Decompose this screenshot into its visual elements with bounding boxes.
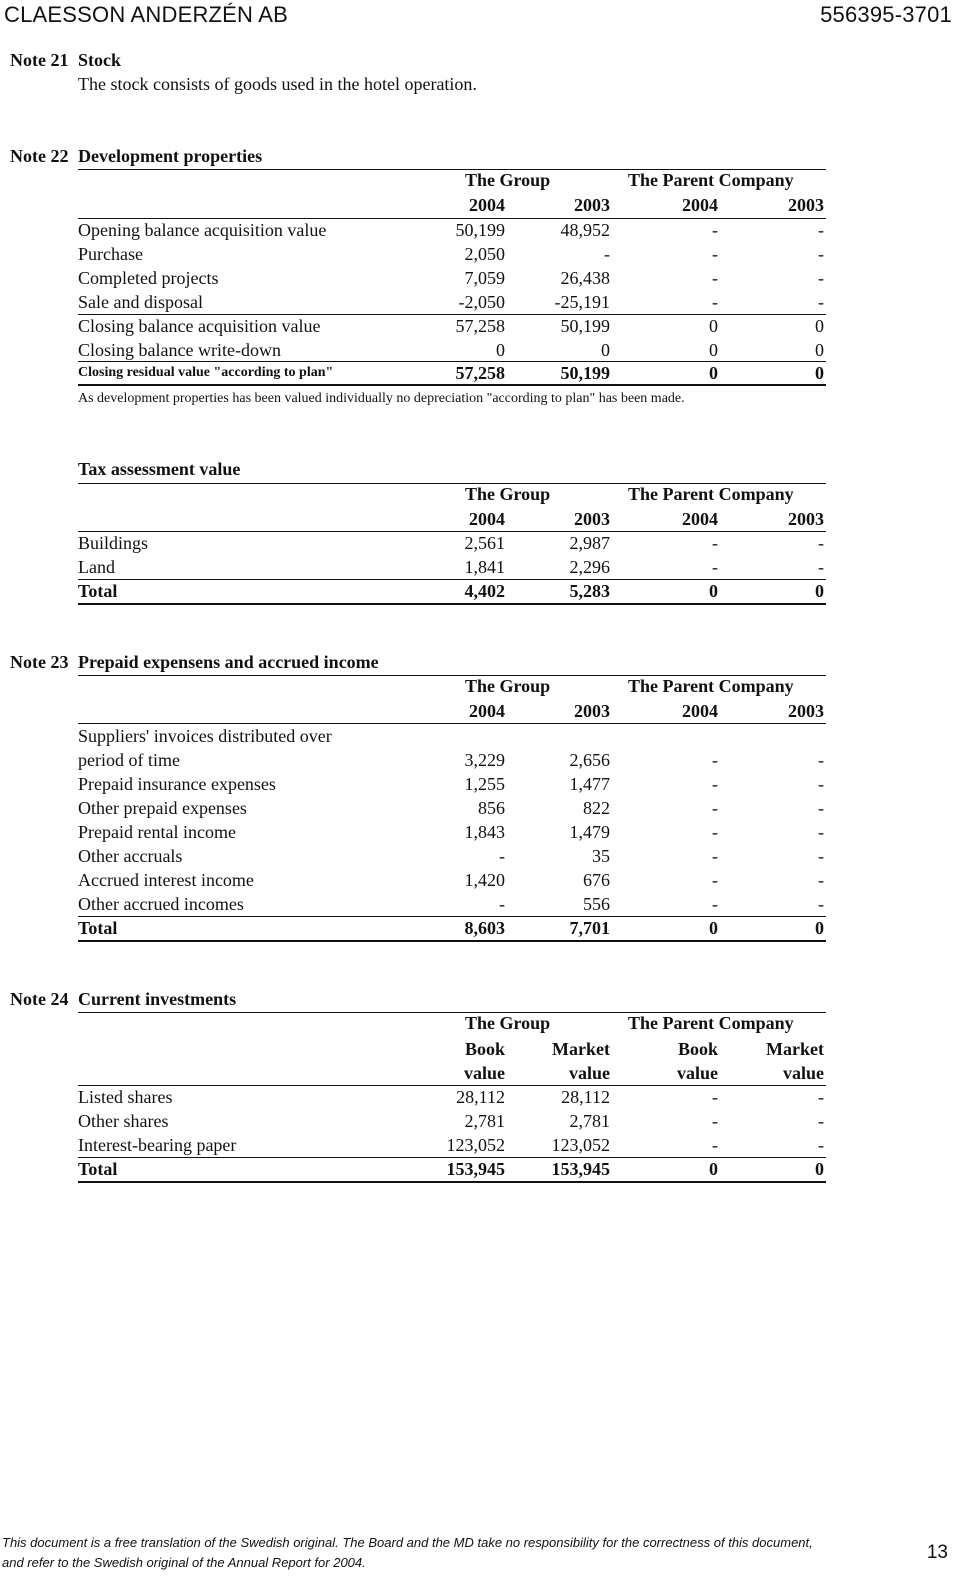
cell: - xyxy=(818,220,824,240)
cell: 153,945 xyxy=(446,1159,505,1179)
year-2004: 2004 xyxy=(469,701,505,721)
year-2004: 2004 xyxy=(469,195,505,215)
cell: 856 xyxy=(478,798,505,818)
row-label: Total xyxy=(78,581,118,601)
group-heading: The Group xyxy=(465,1013,551,1033)
cell: 28,112 xyxy=(456,1087,505,1107)
cell: - xyxy=(712,894,718,914)
cell: 0 xyxy=(815,581,824,601)
cell: 57,258 xyxy=(455,316,505,336)
cell: - xyxy=(818,244,824,264)
year-2004: 2004 xyxy=(682,701,718,721)
year-2004: 2004 xyxy=(682,509,718,529)
cell: - xyxy=(818,870,824,890)
table-row xyxy=(78,242,826,266)
cell: - xyxy=(604,244,610,264)
value-heading: value xyxy=(782,1063,824,1083)
cell: 0 xyxy=(815,918,824,938)
company-name: CLAESSON ANDERZÉN AB xyxy=(4,2,288,27)
cell: - xyxy=(499,846,505,866)
cell: 0 xyxy=(709,1159,718,1179)
book-heading: Book xyxy=(677,1039,718,1059)
rule xyxy=(78,940,826,942)
cell: 1,255 xyxy=(464,774,505,794)
cell: - xyxy=(712,774,718,794)
note22-title: Development properties xyxy=(78,146,263,166)
total-row xyxy=(78,916,826,940)
total-row xyxy=(78,579,826,603)
parent-heading: The Parent Company xyxy=(628,1013,794,1033)
row-label: Closing balance acquisition value xyxy=(78,316,321,336)
org-number: 556395-3701 xyxy=(820,2,952,27)
table-row xyxy=(78,796,826,820)
parent-heading: The Parent Company xyxy=(628,676,794,696)
cell: 50,199 xyxy=(560,316,610,336)
note24-number: Note 24 xyxy=(10,989,69,1009)
cell: - xyxy=(818,894,824,914)
year-2003: 2003 xyxy=(788,509,824,529)
cell: - xyxy=(818,1135,824,1155)
cell: 0 xyxy=(496,340,505,360)
year-2003: 2003 xyxy=(574,195,610,215)
table-row xyxy=(78,772,826,796)
table-row xyxy=(78,218,826,242)
table-row xyxy=(78,1133,826,1157)
cell: 1,479 xyxy=(569,822,610,842)
row-label: Closing residual value "according to plan" xyxy=(78,365,334,380)
note21-number: Note 21 xyxy=(10,50,69,70)
cell: - xyxy=(712,268,718,288)
cell: 3,229 xyxy=(464,750,505,770)
table-row xyxy=(78,892,826,916)
footer-line-1: This document is a free translation of the Swedish original. The Board and the MD take no responsibility for the correctness of this document, xyxy=(2,1535,813,1550)
cell: 153,945 xyxy=(551,1159,610,1179)
cell: - xyxy=(818,268,824,288)
cell: - xyxy=(712,822,718,842)
cell: 1,843 xyxy=(464,822,505,842)
cell: -25,191 xyxy=(554,292,610,312)
group-heading: The Group xyxy=(465,676,551,696)
cell: 26,438 xyxy=(560,268,610,288)
cell: 2,656 xyxy=(569,750,610,770)
column-header-row xyxy=(78,1061,826,1085)
cell: 7,059 xyxy=(464,268,505,288)
row-label: Other shares xyxy=(78,1111,169,1131)
row-label: Land xyxy=(78,557,115,577)
group-heading: The Group xyxy=(465,170,551,190)
cell: - xyxy=(712,557,718,577)
note21-text: The stock consists of goods used in the hotel operation. xyxy=(78,74,477,94)
market-heading: Market xyxy=(552,1039,610,1059)
footer-line-2: and refer to the Swedish original of the Annual Report for 2004. xyxy=(2,1555,366,1570)
cell: 676 xyxy=(583,870,610,890)
rule xyxy=(78,384,826,386)
note23-number: Note 23 xyxy=(10,652,69,672)
year-2004: 2004 xyxy=(682,195,718,215)
row-label: Opening balance acquisition value xyxy=(78,220,327,240)
row-label: Other accrued incomes xyxy=(78,894,244,914)
rule xyxy=(78,1181,826,1183)
cell: 0 xyxy=(709,316,718,336)
table-row xyxy=(78,314,826,338)
group-heading: The Group xyxy=(465,484,551,504)
row-label: Buildings xyxy=(78,533,149,553)
cell: - xyxy=(712,750,718,770)
cell: - xyxy=(499,894,505,914)
cell: -2,050 xyxy=(458,292,505,312)
value-heading: value xyxy=(568,1063,610,1083)
cell: 2,561 xyxy=(464,533,505,553)
table-row xyxy=(78,820,826,844)
cell: 35 xyxy=(592,846,610,866)
cell: - xyxy=(818,1087,824,1107)
cell: - xyxy=(712,533,718,553)
cell: 2,781 xyxy=(464,1111,505,1131)
total-row xyxy=(78,1157,826,1181)
cell: 556 xyxy=(583,894,610,914)
cell: 28,112 xyxy=(561,1087,610,1107)
year-2003: 2003 xyxy=(574,509,610,529)
row-label: Purchase xyxy=(78,244,143,264)
year-2004: 2004 xyxy=(469,509,505,529)
row-label: Prepaid insurance expenses xyxy=(78,774,276,794)
year-header-row xyxy=(78,507,826,531)
row-label: Total xyxy=(78,918,118,938)
cell: - xyxy=(712,846,718,866)
row-label: Prepaid rental income xyxy=(78,822,236,842)
note22-comment: As development properties has been valued individually no depreciation "according to plan" has been made. xyxy=(78,391,685,406)
cell: 2,296 xyxy=(569,557,610,577)
cell: - xyxy=(712,1111,718,1131)
cell: 2,781 xyxy=(569,1111,610,1131)
table-row xyxy=(78,1109,826,1133)
market-heading: Market xyxy=(766,1039,824,1059)
cell: - xyxy=(712,244,718,264)
cell: - xyxy=(818,750,824,770)
row-label: Other accruals xyxy=(78,846,183,866)
cell: 4,402 xyxy=(464,581,505,601)
row-label: Suppliers' invoices distributed over xyxy=(78,726,332,746)
year-2003: 2003 xyxy=(788,701,824,721)
tax-title: Tax assessment value xyxy=(78,459,241,479)
cell: - xyxy=(818,822,824,842)
column-header-row xyxy=(78,1037,826,1061)
cell: 1,420 xyxy=(464,870,505,890)
note22-number: Note 22 xyxy=(10,146,69,166)
cell: 0 xyxy=(709,918,718,938)
table-row xyxy=(78,555,826,579)
cell: 0 xyxy=(709,363,718,383)
cell: 48,952 xyxy=(560,220,610,240)
row-label: Sale and disposal xyxy=(78,292,203,312)
table-row xyxy=(78,266,826,290)
cell: - xyxy=(818,774,824,794)
cell: 0 xyxy=(815,363,824,383)
cell: - xyxy=(818,533,824,553)
cell: - xyxy=(712,292,718,312)
table-row xyxy=(78,338,826,362)
rule xyxy=(78,603,826,605)
note21-title: Stock xyxy=(78,50,122,70)
cell: 50,199 xyxy=(455,220,505,240)
table-row xyxy=(78,724,826,748)
cell: 57,258 xyxy=(455,363,505,383)
cell: - xyxy=(712,798,718,818)
cell: 822 xyxy=(583,798,610,818)
table-row xyxy=(78,748,826,772)
table-row xyxy=(78,290,826,314)
table-row xyxy=(78,531,826,555)
cell: 0 xyxy=(709,581,718,601)
value-heading: value xyxy=(463,1063,505,1083)
cell: - xyxy=(818,292,824,312)
parent-heading: The Parent Company xyxy=(628,170,794,190)
cell: 1,841 xyxy=(464,557,505,577)
cell: - xyxy=(818,846,824,866)
cell: 5,283 xyxy=(569,581,610,601)
cell: 0 xyxy=(815,1159,824,1179)
cell: 0 xyxy=(601,340,610,360)
cell: - xyxy=(712,220,718,240)
cell: 2,050 xyxy=(464,244,505,264)
cell: 1,477 xyxy=(569,774,610,794)
cell: 123,052 xyxy=(551,1135,610,1155)
page-number: 13 xyxy=(926,1542,948,1563)
table-row xyxy=(78,844,826,868)
row-label: Total xyxy=(78,1159,118,1179)
row-label: Closing balance write-down xyxy=(78,340,281,360)
cell: - xyxy=(712,1087,718,1107)
parent-heading: The Parent Company xyxy=(628,484,794,504)
cell: 7,701 xyxy=(569,918,610,938)
row-label: Listed shares xyxy=(78,1087,173,1107)
cell: 2,987 xyxy=(569,533,610,553)
year-header-row xyxy=(78,193,826,217)
book-heading: Book xyxy=(464,1039,505,1059)
year-2003: 2003 xyxy=(574,701,610,721)
row-label: period of time xyxy=(78,750,180,770)
cell: 0 xyxy=(815,316,824,336)
note23-title: Prepaid expensens and accrued income xyxy=(78,652,379,672)
cell: - xyxy=(712,870,718,890)
cell: 123,052 xyxy=(446,1135,505,1155)
cell: - xyxy=(818,1111,824,1131)
cell: - xyxy=(818,798,824,818)
cell: 8,603 xyxy=(464,918,505,938)
table-row xyxy=(78,868,826,892)
year-2003: 2003 xyxy=(788,195,824,215)
row-label: Accrued interest income xyxy=(78,870,254,890)
cell: 0 xyxy=(709,340,718,360)
table-row xyxy=(78,1085,826,1109)
row-label: Interest-bearing paper xyxy=(78,1135,237,1155)
row-label: Other prepaid expenses xyxy=(78,798,247,818)
cell: - xyxy=(818,557,824,577)
cell: 50,199 xyxy=(560,363,610,383)
total-row xyxy=(78,361,826,385)
note24-title: Current investments xyxy=(78,989,237,1009)
cell: 0 xyxy=(815,340,824,360)
row-label: Completed projects xyxy=(78,268,219,288)
cell: - xyxy=(712,1135,718,1155)
year-header-row xyxy=(78,699,826,723)
value-heading: value xyxy=(676,1063,718,1083)
